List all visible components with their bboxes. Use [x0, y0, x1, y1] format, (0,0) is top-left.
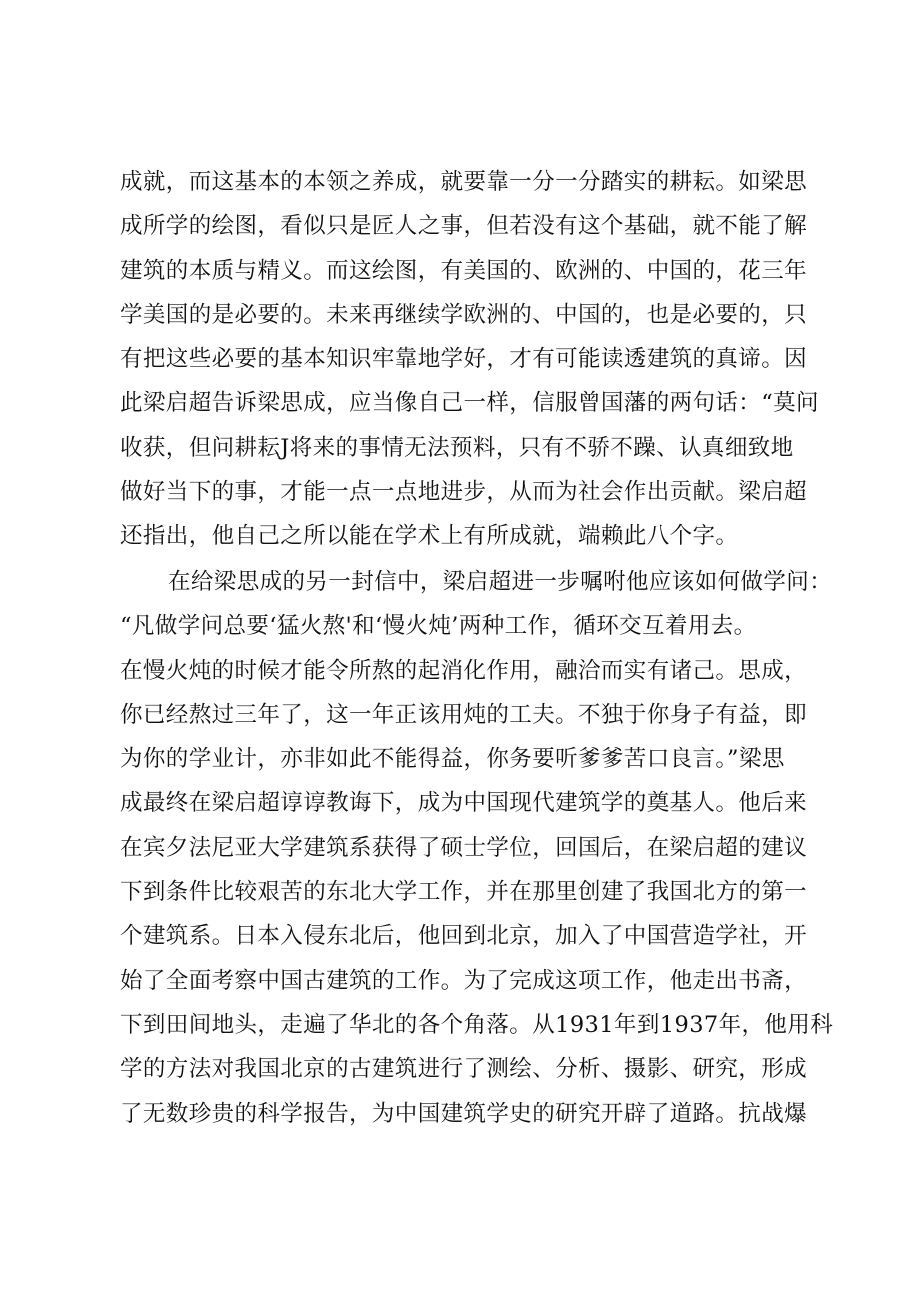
- text-line: 建筑的本质与精义。而这绘图，有美国的、欧洲的、中国的，花三年: [120, 257, 808, 284]
- text-line: 下到田间地头，走遍了华北的各个角落。从1931年到1937年，他用科: [120, 1011, 834, 1038]
- text-line: 你已经熬过三年了，这一年正该用炖的工夫。不独于你身子有益，即: [120, 701, 808, 728]
- text-line: 学的方法对我国北京的古建筑进行了测绘、分析、摄影、研究，形成: [120, 1056, 808, 1083]
- text-line: 了无数珍贵的科学报告，为中国建筑学史的研究开辟了道路。抗战爆: [120, 1100, 808, 1127]
- text-line: 成就，而这基本的本领之养成，就要靠一分一分踏实的耕耘。如梁思: [120, 169, 808, 195]
- text-line: 下到条件比较艰苦的东北大学工作，并在那里创建了我国北方的第一: [120, 879, 808, 906]
- text-line: 有把这些必要的基本知识牢靠地学好，才有可能读透建筑的真谛。因: [120, 346, 808, 373]
- text-line: 成所学的绘图，看似只是匠人之事，但若没有这个基础，就不能了解: [120, 213, 808, 240]
- paragraph-2: [120, 560, 834, 1136]
- text-line: “凡做学问总要‘猛火熬'和‘慢火炖’两种工作，循环交互着用去。: [120, 613, 757, 640]
- text-line: 为你的学业计，亦非如此不能得益，你务要听爹爹苦口良言。”梁思: [120, 746, 785, 773]
- text-line: 学美国的是必要的。未来再继续学欧洲的、中国的，也是必要的，只: [120, 301, 808, 328]
- text-line: 在宾夕法尼亚大学建筑系获得了硕士学位，回国后，在梁启超的建议: [120, 834, 808, 861]
- text-line: 成最终在梁启超谆谆教诲下，成为中国现代建筑学的奠基人。他后来: [120, 790, 808, 817]
- text-line: 始了全面考察中国古建筑的工作。为了完成这项工作，他走出书斋，: [120, 967, 808, 994]
- text-line: 个建筑系。日本入侵东北后，他回到北京，加入了中国营造学社，开: [120, 923, 808, 950]
- text-line: 做好当下的事，才能一点一点地进步，从而为社会作出贡献。梁启超: [120, 479, 808, 506]
- text-line: 收获，但问耕耘J将来的事情无法预料，只有不骄不躁、认真细致地: [120, 434, 794, 461]
- text-line: 还指出，他自己之所以能在学术上有所成就，端赖此八个字。: [120, 523, 739, 550]
- text-line: 在给梁思成的另一封信中，梁启超进一步嘱咐他应该如何做学问：: [168, 569, 833, 595]
- text-line: 此梁启超告诉梁思成，应当像自己一样，信服曾国藩的两句话：“莫问: [120, 390, 819, 417]
- text-line: 在慢火炖的时候才能令所熬的起消化作用，融洽而实有诸己。思成，: [120, 657, 808, 684]
- paragraph-1: [120, 160, 819, 559]
